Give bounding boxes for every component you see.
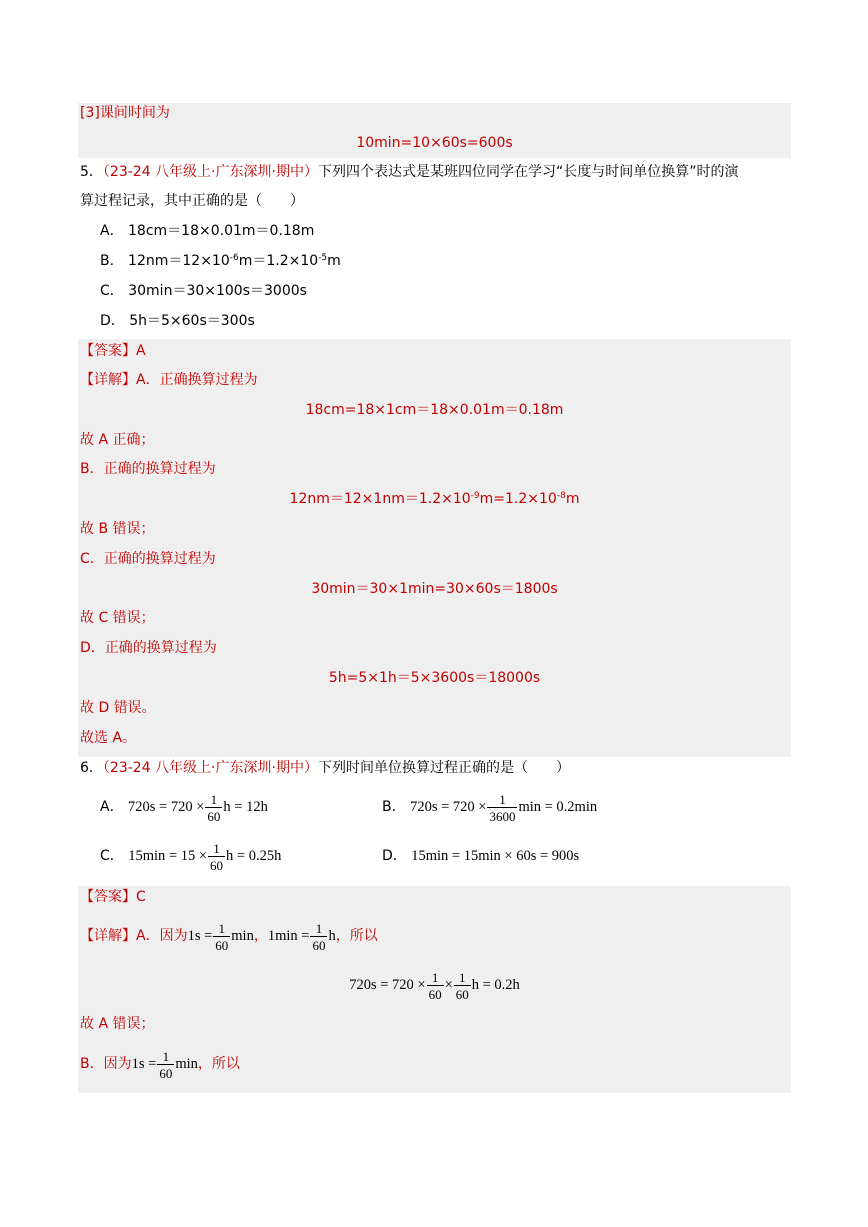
numerator: 1 [205, 793, 222, 808]
option-d: D． 5h＝5×60s＝300s [100, 313, 255, 329]
question-source-tag: （23-24 八年级上·广东深圳·期中） [102, 760, 318, 776]
equation-b-text: m=1.2×10 [479, 491, 557, 507]
denominator: 60 [428, 986, 442, 1002]
numerator: 1 [208, 842, 225, 857]
detail-tag: 【详解】 [80, 372, 136, 388]
fraction [205, 793, 222, 823]
final-choice: 故选 A。 [80, 730, 137, 746]
fraction [213, 922, 230, 952]
numerator: 1 [427, 971, 444, 986]
math-text: 720s = 720 × [410, 799, 487, 815]
math-text: 720s = 720 × [349, 977, 426, 993]
detail-b [80, 1049, 240, 1080]
denominator: 60 [215, 937, 229, 953]
math-text: 15min = 15 × [128, 848, 208, 864]
question-number: 5． [80, 164, 103, 180]
detail-tag: 【详解】 [80, 928, 136, 944]
option-label: A． [100, 799, 124, 815]
numerator: 1 [310, 922, 327, 937]
option-b-text: m＝1.2×10 [238, 253, 319, 269]
numerator: 1 [213, 922, 230, 937]
detail-d: D．正确的换算过程为 [80, 640, 217, 656]
answer-label: 【答案】C [80, 889, 146, 905]
fraction [310, 922, 327, 952]
denominator: 60 [455, 986, 469, 1002]
math-text: min [175, 1056, 198, 1072]
q6-option-b [382, 792, 597, 823]
equation-b-text: 12nm＝12×1nm＝1.2×10 [289, 491, 471, 507]
question-6 [80, 758, 570, 778]
equation-b [78, 489, 791, 509]
equation-b-text: m [565, 491, 580, 507]
option-b-text: m [327, 253, 341, 269]
math-text: × [444, 977, 453, 993]
denominator: 60 [210, 857, 224, 873]
math-text: min [231, 928, 254, 944]
conclusion-a: 故 A 错误； [80, 1016, 155, 1032]
q6-option-d [382, 846, 579, 866]
option-a: A． 18cm＝18×0.01m＝0.18m [100, 223, 315, 239]
detail-b: B．正确的换算过程为 [80, 461, 216, 477]
question-number: 6． [80, 760, 103, 776]
math-text: min = 0.2min [518, 799, 598, 815]
math-text: 15min = 15min × 60s = 900s [411, 848, 580, 864]
equation-a: 18cm=18×1cm＝18×0.01m＝0.18m [305, 402, 564, 418]
detail-text: ，所以 [335, 928, 378, 944]
denominator: 60 [207, 808, 221, 824]
separator: ， [253, 928, 268, 944]
denominator: 60 [159, 1065, 173, 1081]
exponent: -6 [229, 253, 239, 263]
step3-equation: 10min=10×60s=600s [356, 135, 513, 151]
fraction [157, 1050, 174, 1080]
math-text: h = 12h [223, 799, 268, 815]
q6-option-c [100, 841, 281, 872]
fraction [454, 971, 471, 1001]
math-text: 1s = [187, 928, 213, 944]
detail-a [80, 921, 378, 952]
option-label: C． [100, 848, 124, 864]
exponent: -5 [318, 253, 328, 263]
question-source-tag: （23-24 八年级上·广东深圳·期中） [102, 164, 318, 180]
fraction [487, 793, 517, 823]
q6-option-a [100, 792, 268, 823]
question-5-line2: 算过程记录，其中正确的是（ ） [80, 193, 304, 209]
question-stem: 下列四个表达式是某班四位同学在学习“长度与时间单位换算”时的演 [317, 164, 739, 180]
detail-text: A．因为 [136, 928, 188, 944]
conclusion-a: 故 A 正确； [80, 432, 155, 448]
numerator: 1 [487, 793, 517, 808]
numerator: 1 [454, 971, 471, 986]
math-text: h = 0.25h [226, 848, 282, 864]
detail-text: ，所以 [197, 1056, 240, 1072]
equation-c: 30min＝30×1min=30×60s＝1800s [311, 581, 558, 597]
detail-text: B．因为 [80, 1056, 132, 1072]
question-5-line1 [80, 162, 738, 182]
answer-label: 【答案】A [80, 343, 146, 359]
option-label: B． [382, 799, 406, 815]
denominator: 60 [312, 937, 326, 953]
equation-d: 5h=5×1h＝5×3600s＝18000s [328, 670, 541, 686]
conclusion-d: 故 D 错误。 [80, 700, 156, 716]
conclusion-b: 故 B 错误； [80, 521, 155, 537]
option-c: C． 30min＝30×100s＝3000s [100, 283, 307, 299]
detail-a [80, 370, 258, 390]
step3-text: [3]课间时间为 [80, 105, 170, 121]
math-text: h [328, 928, 336, 944]
fraction [208, 842, 225, 872]
option-label: D． [382, 848, 407, 864]
exponent: -9 [470, 491, 480, 501]
option-b [100, 251, 341, 271]
numerator: 1 [157, 1050, 174, 1065]
question-stem: 下列时间单位换算过程正确的是（ ） [317, 760, 570, 776]
detail-c: C．正确的换算过程为 [80, 551, 216, 567]
option-b-text: B． 12nm＝12×10 [100, 253, 230, 269]
denominator: 3600 [489, 808, 516, 824]
math-text: 1min = [267, 928, 310, 944]
exponent: -8 [556, 491, 566, 501]
detail-a-text: A．正确换算过程为 [136, 372, 258, 388]
math-text: 1s = [131, 1056, 157, 1072]
fraction [427, 971, 444, 1001]
conclusion-c: 故 C 错误； [80, 610, 155, 626]
equation-a [78, 970, 791, 1001]
math-text: h = 0.2h [471, 977, 520, 993]
math-text: 720s = 720 × [128, 799, 205, 815]
